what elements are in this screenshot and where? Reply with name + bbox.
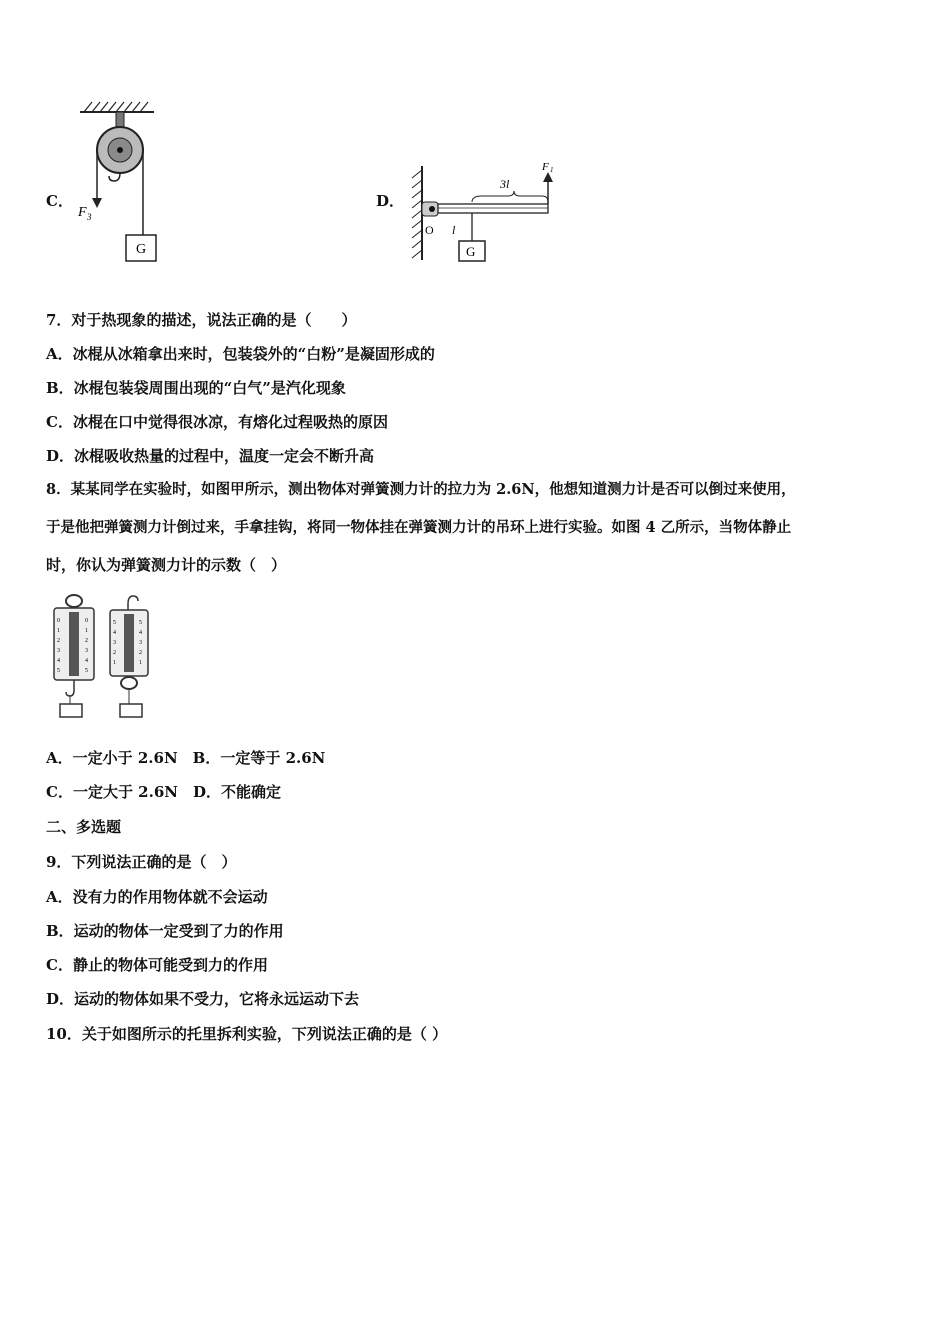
scale-a-mark-5: 5 [57, 668, 60, 674]
scale-b-mark-r1: 1 [139, 660, 142, 666]
q9-option-b: B．运动的物体一定受到了力的作用 [46, 922, 284, 940]
q9-stem: 9．下列说法正确的是（ ） [46, 853, 237, 871]
scale-b-mark-r2: 2 [139, 650, 142, 656]
scale-b-mark-r3: 3 [139, 640, 142, 646]
spring-scales-figure [48, 592, 160, 722]
q8-options-ab: A．一定小于 2.6N B．一定等于 2.6N [46, 749, 326, 767]
scale-a-mark-3: 3 [57, 648, 60, 654]
scale-b-mark-5: 5 [113, 620, 116, 626]
q9-option-d: D．运动的物体如果不受力，它将永远运动下去 [46, 990, 360, 1008]
scale-a-mark-r2: 2 [85, 638, 88, 644]
q8-stem-line-2: 于是他把弹簧测力计倒过来，手拿挂钩，将同一物体挂在弹簧测力计的吊环上进行实验。如图 4 乙所示，当物体静止 [46, 519, 792, 536]
pulley-force-subscript: 3 [87, 212, 92, 222]
scale-a-mark-r3: 3 [85, 648, 88, 654]
lever-pivot-label: O [425, 223, 434, 237]
scale-b-mark-r5: 5 [139, 620, 142, 626]
lever-short-arm-label: l [452, 223, 456, 237]
scale-b-mark-2: 2 [113, 650, 116, 656]
scale-a-mark-r4: 4 [85, 658, 88, 664]
q8-stem-line-3: 时，你认为弹簧测力计的示数（ ） [46, 556, 287, 574]
q9-option-a: A．没有力的作用物体就不会运动 [46, 888, 268, 906]
lever-figure [400, 158, 570, 268]
section-heading-multiple-choice: 二、多选题 [46, 818, 122, 836]
q7-stem: 7．对于热现象的描述，说法正确的是（ ） [46, 311, 357, 329]
scale-a-mark-4: 4 [57, 658, 60, 664]
scale-a-mark-r5: 5 [85, 668, 88, 674]
q7-option-a: A．冰棍从冰箱拿出来时，包装袋外的“白粉”是凝固形成的 [46, 345, 435, 363]
q8-stem-line-1: 8．某某同学在实验时，如图甲所示，测出物体对弹簧测力计的拉力为 2.6N，他想知道测力计是否可以倒过来使用， [46, 481, 796, 498]
lever-weight-label: G [466, 244, 476, 259]
lever-force-subscript: 1 [550, 166, 554, 174]
q7-option-c: C．冰棍在口中觉得很冰凉，有熔化过程吸热的原因 [46, 413, 388, 431]
scale-b-mark-1: 1 [113, 660, 116, 666]
q8-options-cd: C．一定大于 2.6N D．不能确定 [46, 783, 281, 801]
pulley-figure [70, 98, 180, 268]
option-d-label: D． [376, 192, 405, 210]
scale-a-mark-2: 2 [57, 638, 60, 644]
scale-a-mark-1: 1 [57, 628, 60, 634]
q10-stem: 10．关于如图所示的托里拆利实验，下列说法正确的是（ ） [46, 1025, 448, 1043]
scale-a-mark-r0: 0 [85, 618, 88, 624]
q7-option-b: B．冰棍包装袋周围出现的“白气”是汽化现象 [46, 379, 346, 397]
scale-a-mark-r1: 1 [85, 628, 88, 634]
scale-b-mark-3: 3 [113, 640, 116, 646]
q7-option-d: D．冰棍吸收热量的过程中，温度一定会不断升高 [46, 447, 375, 465]
option-c-label: C． [46, 192, 73, 210]
q9-option-c: C．静止的物体可能受到力的作用 [46, 956, 268, 974]
scale-a-mark-0: 0 [57, 618, 60, 624]
scale-b-mark-4: 4 [113, 630, 116, 636]
scale-b-mark-r4: 4 [139, 630, 142, 636]
pulley-force-label: F [78, 205, 87, 220]
pulley-weight-label: G [136, 242, 147, 257]
lever-long-arm-label: 3l [500, 177, 510, 191]
lever-force-label: F [542, 161, 549, 173]
